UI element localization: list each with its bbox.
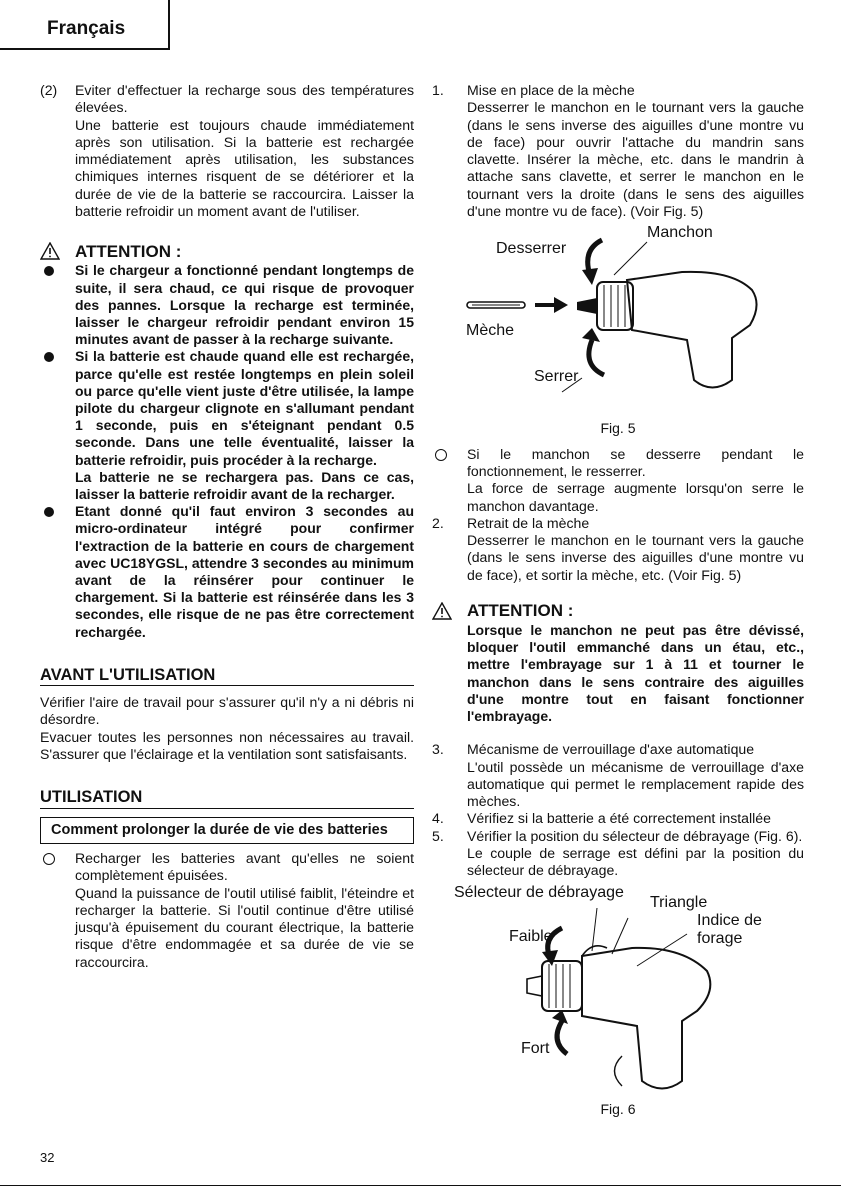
step-3: 3. Mécanisme de verrouillage d'axe automatique L'outil possède un mécanisme de verrouillage d'axe automatique qui permet le remplacement rapide des mèches. — [432, 741, 804, 810]
item-title: Eviter d'effectuer la recharge sous des températures élevées. — [75, 82, 414, 116]
left-column — [40, 82, 414, 971]
bullet-dot-icon — [44, 507, 54, 517]
item-number: (2) — [40, 82, 58, 98]
right-column — [432, 82, 804, 1118]
section-heading-avant: AVANT L'UTILISATION — [40, 667, 414, 686]
paragraph: Vérifier l'aire de travail pour s'assurer qu'il n'y a ni débris ni désordre. — [40, 694, 414, 728]
boxed-subheading: Comment prolonger la durée de vie des batteries — [40, 817, 414, 844]
attention-body: Lorsque le manchon ne peut pas être dévissé, bloquer l'outil emmanché dans un étau, etc., mettre l'embrayage sur 1 à 11 et tourner le manchon dans le sens contraire des aiguilles d'une montre tout en faisant fonctionner l'embrayage. — [467, 622, 804, 725]
bullet-item: Si la batterie est chaude quand elle est rechargée, parce qu'elle est restée longtemps en plein soleil ou parce qu'elle vient juste d'être utilisée, la lampe pilote du chargeur clignote en s'allumant pendant 1 seconde, puis en s'éteignant pendant 0.5 seconde. Dans une telle éventualité, laisser la batterie refroidir, puis procéder à la recharge. La batterie ne se rechargera pas. Dans ce cas, laisser la batterie refroidir avant de la recharger. — [40, 348, 414, 503]
step-1: 1. Mise en place de la mèche Desserrer le manchon en le tournant vers la gauche (dans le sens inverse des aiguilles d'une montre vu de face) pour ouvrir l'attache du mandrin sans clavette. Insérer la mèche, etc. dans le mandrin à attache sans clavette, et serrer le manchon en le tournant vers la droite (dans le sens des aiguilles d'une montre vu de face). (Voir Fig. 5) — [432, 82, 804, 220]
bullet-dot-icon — [44, 352, 54, 362]
label-fort: Fort — [521, 1039, 550, 1057]
figure-6-caption: Fig. 6 — [600, 1100, 636, 1117]
footer-rule — [0, 1185, 841, 1186]
language-tab: Français — [0, 0, 170, 50]
item-2 — [40, 82, 414, 220]
figure-6 — [432, 883, 804, 1101]
step-4: 4. Vérifiez si la batterie a été correctement installée — [432, 810, 771, 827]
paragraph: Evacuer toutes les personnes non nécessaires au travail. S'assurer que l'éclairage et la ventilation sont satisfaisants. — [40, 728, 414, 763]
step-2: 2. Retrait de la mèche Desserrer le manchon en le tournant vers la gauche (dans le sens inverse des aiguilles d'une montre vu de face), et sortir la mèche, etc. (Voir Fig. 5) — [432, 514, 804, 583]
warning-triangle-icon — [432, 602, 467, 620]
label-meche: Mèche — [466, 322, 515, 340]
bullet-item: Si le chargeur a fonctionné pendant longtemps de suite, il sera chaud, ce qui risque de provoquer des pannes. Lorsque la recharge est terminée, laisser le chargeur refroidir pendant environ 15 minutes avant de passer à la recharge suivante. — [40, 262, 414, 348]
section-heading-utilisation: UTILISATION — [40, 789, 414, 808]
label-serrer: Serrer — [534, 368, 579, 386]
attention-title: ATTENTION : — [75, 241, 182, 261]
label-triangle: Triangle — [650, 893, 708, 911]
circle-bullet-icon — [43, 853, 55, 865]
warning-triangle-icon — [40, 242, 75, 260]
label-selecteur: Sélecteur de débrayage — [454, 883, 624, 901]
label-forage: forage — [697, 929, 743, 947]
item-body: Une batterie est toujours chaude immédiatement après son utilisation. Si la batterie est rechargée immédiatement après utilisation, les substances chimiques internes risquent de se détériorer et la durée de vie de la batterie se raccourcira. Laisser la batterie refroidir un moment avant de l'utiliser. — [75, 116, 414, 220]
circle-bullet-item: Si le manchon se desserre pendant le fonctionnement, le resserrer. La force de serrage augmente lorsqu'on serre le manchon davantage. — [432, 446, 804, 515]
label-faible: Faible — [509, 927, 553, 945]
label-desserrer: Desserrer — [496, 240, 567, 258]
label-manchon: Manchon — [647, 224, 713, 242]
circle-bullet-item: Recharger les batteries avant qu'elles ne soient complètement épuisées. Quand la puissance de l'outil utilisé faiblit, l'éteindre et recharger la batterie. Si l'outil continue d'être utilisé jusqu'à épuisement du courant électrique, la batterie risque d'être endommagée et sa durée de vie se raccourcira. — [40, 850, 414, 971]
bullet-item: Etant donné qu'il faut environ 3 secondes au micro-ordinateur intégré pour confirmer l'extraction de la batterie en cours de chargement avec UC18YGSL, attendre 3 secondes au minimum avant de la réinsérer pour continuer le chargement. Si la batterie est réinsérée dans les 3 secondes, elle risque de ne pas être correctement rechargée. — [40, 503, 414, 641]
figure-5-caption: Fig. 5 — [600, 420, 636, 437]
figure-5 — [432, 224, 804, 420]
step-5: 5. Vérifier la position du sélecteur de débrayage (Fig. 6). Le couple de serrage est défini par la position du sélecteur de débrayage. — [432, 827, 804, 879]
bullet-dot-icon — [44, 266, 54, 276]
circle-bullet-icon — [435, 449, 447, 461]
attention-heading — [432, 602, 804, 620]
label-indice: Indice de — [697, 911, 762, 929]
page-number: 32 — [40, 1150, 55, 1165]
attention-title: ATTENTION : — [467, 601, 574, 621]
attention-heading — [40, 242, 414, 260]
